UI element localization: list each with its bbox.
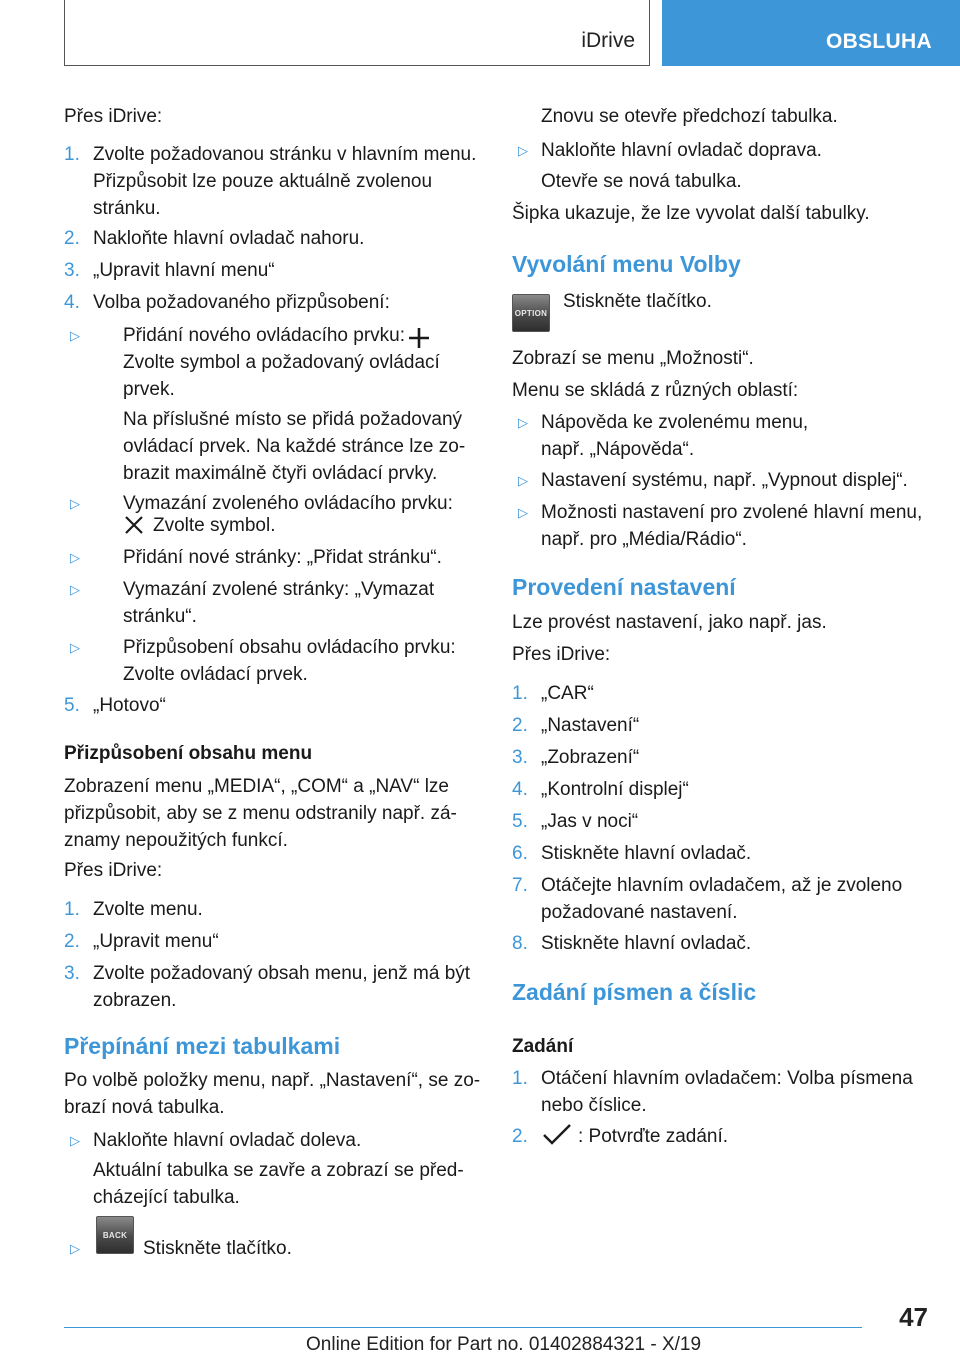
triangle-bullet-icon: ▷ — [518, 143, 528, 158]
step-text: Přizpůsobit lze pouze aktuálně zvolenou — [93, 171, 433, 192]
step-number: 5. — [512, 811, 528, 832]
triangle-bullet-icon: ▷ — [70, 1241, 80, 1256]
triangle-bullet-icon: ▷ — [70, 1133, 80, 1148]
bullet-text: např. pro „Média/Rádio“. — [541, 529, 747, 550]
triangle-bullet-icon: ▷ — [518, 505, 528, 520]
bullet-note: Aktuální tabulka se zavře a zobrazí se před- — [93, 1160, 464, 1181]
step-number: 2. — [512, 715, 528, 736]
step-number: 7. — [512, 875, 528, 896]
header-chapter-tab — [662, 0, 960, 66]
footer-rule — [64, 1327, 862, 1328]
step-number: 3. — [512, 747, 528, 768]
bullet-text: Stiskněte tlačítko. — [143, 1238, 292, 1259]
step-number: 3. — [64, 963, 80, 984]
paragraph-line: znamy nepoužitých funkcí. — [64, 830, 288, 851]
step-text: „CAR“ — [541, 683, 594, 704]
back-button-image: BACK — [96, 1216, 134, 1254]
bullet-note: Otevře se nová tabulka. — [541, 171, 742, 192]
triangle-bullet-icon: ▷ — [70, 582, 80, 597]
step-text: „Kontrolní displej“ — [541, 779, 689, 800]
step-text: Stiskněte hlavní ovladač. — [541, 843, 752, 864]
bullet-text: prvek. — [123, 379, 175, 400]
bullet-note: Znovu se otevře předchozí tabulka. — [541, 106, 838, 127]
bullet-note: cházející tabulka. — [93, 1187, 240, 1208]
step-text: Zvolte menu. — [93, 899, 203, 920]
option-button-image: OPTION — [512, 294, 550, 332]
step-number: 2. — [512, 1126, 528, 1147]
section-heading: Vyvolání menu Volby — [512, 251, 741, 277]
bullet-text: Nakloňte hlavní ovladač doprava. — [541, 140, 822, 161]
plus-icon — [407, 326, 431, 350]
triangle-bullet-icon: ▷ — [518, 415, 528, 430]
step-number: 1. — [512, 1068, 528, 1089]
step-text: „Jas v noci“ — [541, 811, 639, 832]
triangle-bullet-icon: ▷ — [70, 328, 80, 343]
step-text: Zvolte požadovaný obsah menu, jenž má být — [93, 963, 471, 984]
step-text: „Upravit menu“ — [93, 931, 219, 952]
bullet-text: Možnosti nastavení pro zvolené hlavní menu, — [541, 502, 923, 523]
step-text: nebo číslice. — [541, 1095, 647, 1116]
step-text: : Potvrďte zadání. — [578, 1126, 729, 1147]
paragraph-line: Stiskněte tlačítko. — [563, 291, 712, 312]
step-text: „Zobrazení“ — [541, 747, 640, 768]
page-number: 47 — [899, 1302, 928, 1332]
bullet-text: Přidání nového ovládacího prvku: — [123, 325, 406, 346]
check-icon — [541, 1122, 573, 1146]
triangle-bullet-icon: ▷ — [70, 550, 80, 565]
footer-edition: Online Edition for Part no. 01402884321 - X/19 — [306, 1334, 702, 1355]
step-number: 2. — [64, 228, 80, 249]
paragraph-line: Zobrazení menu „MEDIA“, „COM“ a „NAV“ lze — [64, 776, 450, 797]
step-number: 1. — [512, 683, 528, 704]
step-text: „Upravit hlavní menu“ — [93, 260, 275, 281]
triangle-bullet-icon: ▷ — [518, 473, 528, 488]
intro-text: Přes iDrive: — [64, 860, 163, 881]
step-number: 4. — [64, 292, 80, 313]
paragraph-line: Menu se skládá z různých oblastí: — [512, 380, 799, 401]
step-text: „Nastavení“ — [541, 715, 640, 736]
bullet-text: Zvolte ovládací prvek. — [123, 664, 308, 685]
step-text: stránku. — [93, 198, 161, 219]
intro-text: Přes iDrive: — [64, 106, 163, 127]
section-heading: Přepínání mezi tabulkami — [64, 1033, 341, 1059]
step-number: 3. — [64, 260, 80, 281]
bullet-note: ovládací prvek. Na každé stránce lze zo- — [123, 436, 466, 457]
header-box — [64, 0, 650, 66]
step-text: Zvolte požadovanou stránku v hlavním menu. — [93, 144, 477, 165]
step-number: 2. — [64, 931, 80, 952]
subheading: Zadání — [512, 1036, 574, 1057]
triangle-bullet-icon: ▷ — [70, 496, 80, 511]
step-text: Otáčejte hlavním ovladačem, až je zvoleno — [541, 875, 903, 896]
bullet-text: Nastavení systému, např. „Vypnout displej“. — [541, 470, 908, 491]
step-number: 1. — [64, 144, 80, 165]
section-heading: Provedení nastavení — [512, 574, 736, 600]
paragraph-line: Lze provést nastavení, jako např. jas. — [512, 612, 827, 633]
bullet-note: Na příslušné místo se přidá požadovaný — [123, 409, 463, 430]
step-text: Otáčení hlavním ovladačem: Volba písmena — [541, 1068, 913, 1089]
section-heading: Zadání písmen a číslic — [512, 979, 757, 1005]
bullet-text: Přidání nové stránky: „Přidat stránku“. — [123, 547, 442, 568]
bullet-text: Vymazání zvolené stránky: „Vymazat — [123, 579, 435, 600]
bullet-text: stránku“. — [123, 606, 197, 627]
step-number: 8. — [512, 933, 528, 954]
bullet-text: Nápověda ke zvolenému menu, — [541, 412, 809, 433]
header-section: iDrive — [581, 29, 635, 52]
step-text: Stiskněte hlavní ovladač. — [541, 933, 752, 954]
step-number: 6. — [512, 843, 528, 864]
step-text: Nakloňte hlavní ovladač nahoru. — [93, 228, 365, 249]
triangle-bullet-icon: ▷ — [70, 640, 80, 655]
bullet-text: Vymazání zvoleného ovládacího prvku: — [123, 493, 453, 514]
header-chapter: OBSLUHA — [826, 30, 932, 53]
paragraph-line: brazí nová tabulka. — [64, 1097, 225, 1118]
bullet-text: Nakloňte hlavní ovladač doleva. — [93, 1130, 362, 1151]
step-text: zobrazen. — [93, 990, 177, 1011]
paragraph-line: Zobrazí se menu „Možnosti“. — [512, 348, 754, 369]
bullet-note: brazit maximálně čtyři ovládací prvky. — [123, 463, 438, 484]
step-number: 5. — [64, 695, 80, 716]
step-text: „Hotovo“ — [93, 695, 166, 716]
paragraph-line: přizpůsobit, aby se z menu odstranily např. zá- — [64, 803, 457, 824]
intro-text: Přes iDrive: — [512, 644, 611, 665]
step-number: 1. — [64, 899, 80, 920]
step-text: požadované nastavení. — [541, 902, 738, 923]
bullet-text: např. „Nápověda“. — [541, 439, 695, 460]
subheading: Přizpůsobení obsahu menu — [64, 743, 313, 764]
paragraph-line: Šipka ukazuje, že lze vyvolat další tabulky. — [512, 203, 870, 224]
bullet-text: Přizpůsobení obsahu ovládacího prvku: — [123, 637, 456, 658]
step-text: Volba požadovaného přizpůsobení: — [93, 292, 390, 313]
bullet-text: Zvolte symbol a požadovaný ovládací — [123, 352, 440, 373]
paragraph-line: Po volbě položky menu, např. „Nastavení“, se zo- — [64, 1070, 481, 1091]
bullet-text: Zvolte symbol. — [153, 515, 276, 536]
cross-icon — [123, 514, 145, 536]
step-number: 4. — [512, 779, 528, 800]
